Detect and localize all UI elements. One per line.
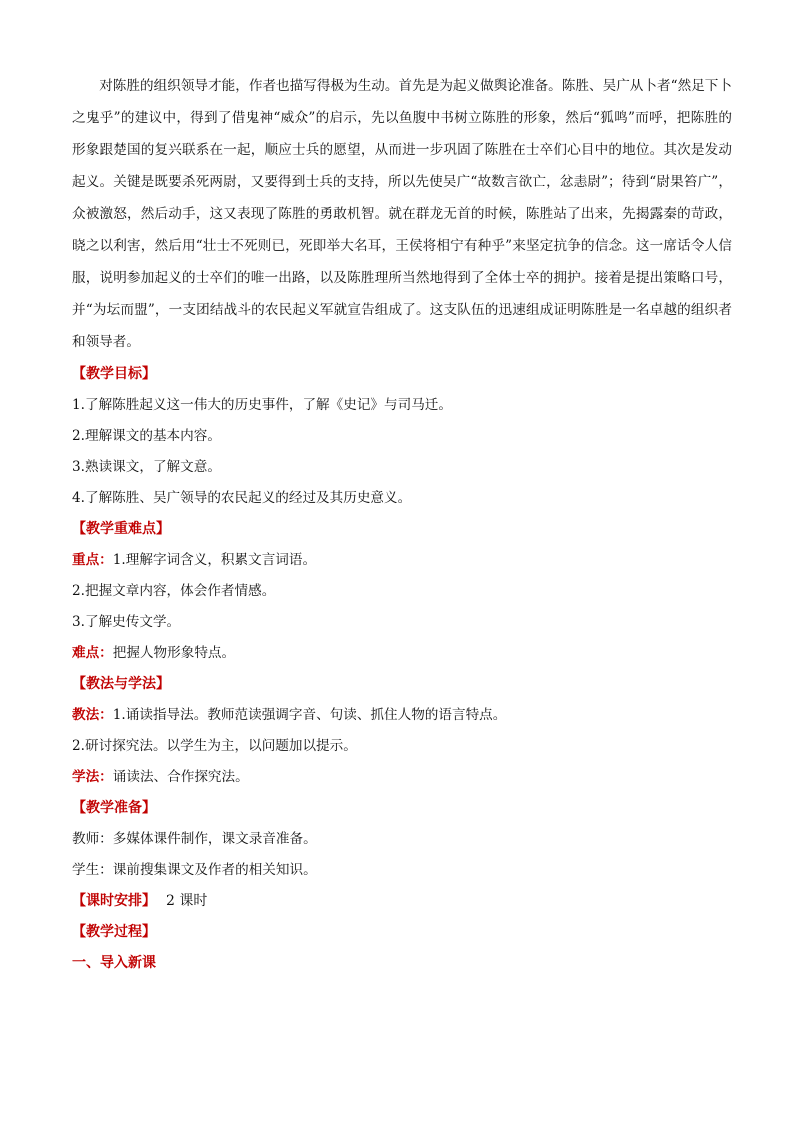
method-line	[72, 705, 732, 725]
difficulty-line	[72, 643, 732, 663]
method-line	[72, 767, 732, 787]
zhongdian-text: 1.理解字词含义，积累文言词语。	[112, 552, 317, 568]
prep-student: 学生：课前搜集课文及作者的相关知识。	[72, 862, 317, 878]
section-heading: 一、导入新课	[72, 955, 156, 971]
prep-heading: 【教学准备】	[72, 800, 156, 816]
nandian-label: 难点：	[72, 645, 113, 661]
schedule-heading: 【课时安排】	[72, 893, 156, 909]
key-point-line: 3.了解史传文学。	[72, 614, 181, 630]
schedule-value: 2 课时	[166, 893, 208, 909]
key-point-line	[72, 550, 732, 570]
jiaofa-label: 教法：	[72, 707, 113, 723]
goals-heading: 【教学目标】	[72, 366, 156, 382]
methods-heading: 【教法与学法】	[72, 676, 170, 692]
intro-paragraph: 对陈胜的组织领导才能，作者也描写得极为生动。首先是为起义做舆论准备。陈胜、吴广从卜者“然足下卜之鬼乎”的建议中，得到了借鬼神“威众”的启示，先以鱼腹中书树立陈胜的形象，然后“狐鸣”而呼，把陈胜的形象跟楚国的复兴联系在一起，顺应士兵的愿望，从而进一步巩固了陈胜在士卒们心目中的地位。其次是发动起义。关键是既要杀死两尉，又要得到士兵的支持，所以先使吴广“故数言欲亡，忿恚尉”；待到“尉果笞广”，众被激怒，然后动手，这又表现了陈胜的勇敢机智。就在群龙无首的时候，陈胜站了出来，先揭露秦的苛政，晓之以利害，然后用“壮士不死则已，死即举大名耳，王侯将相宁有种乎”来坚定抗争的信念。这一席话令人信服，说明参加起义的士卒们的唯一出路，以及陈胜理所当然地得到了全体士卒的拥护。接着是提出策略口号，并“为坛而盟”，一支团结战斗的农民起义军就宣告组成了。这支队伍的迅速组成证明陈胜是一名卓越的组织者和领导者。	[72, 78, 732, 350]
prep-teacher: 教师：多媒体课件制作，课文录音准备。	[72, 831, 317, 847]
goal-item: 4.了解陈胜、吴广领导的农民起义的经过及其历史意义。	[72, 490, 412, 506]
nandian-text: 把握人物形象特点。	[112, 645, 236, 661]
document-page	[72, 70, 732, 973]
goal-item: 3.熟读课文，了解文意。	[72, 459, 221, 475]
process-heading: 【教学过程】	[72, 924, 156, 940]
xuefa-text: 诵读法、合作探究法。	[112, 769, 249, 785]
xuefa-label: 学法：	[72, 769, 113, 785]
zhongdian-label: 重点：	[72, 552, 113, 568]
schedule-line	[72, 891, 732, 911]
key-point-line: 2.把握文章内容，体会作者情感。	[72, 583, 276, 599]
goal-item: 1.了解陈胜起义这一伟大的历史事件，了解《史记》与司马迁。	[72, 397, 452, 413]
key-points-heading: 【教学重难点】	[72, 521, 170, 537]
method-line: 2.研讨探究法。以学生为主，以问题加以提示。	[72, 738, 357, 754]
jiaofa-text: 1.诵读指导法。教师范读强调字音、句读、抓住人物的语言特点。	[112, 707, 507, 723]
goal-item: 2.理解课文的基本内容。	[72, 428, 221, 444]
